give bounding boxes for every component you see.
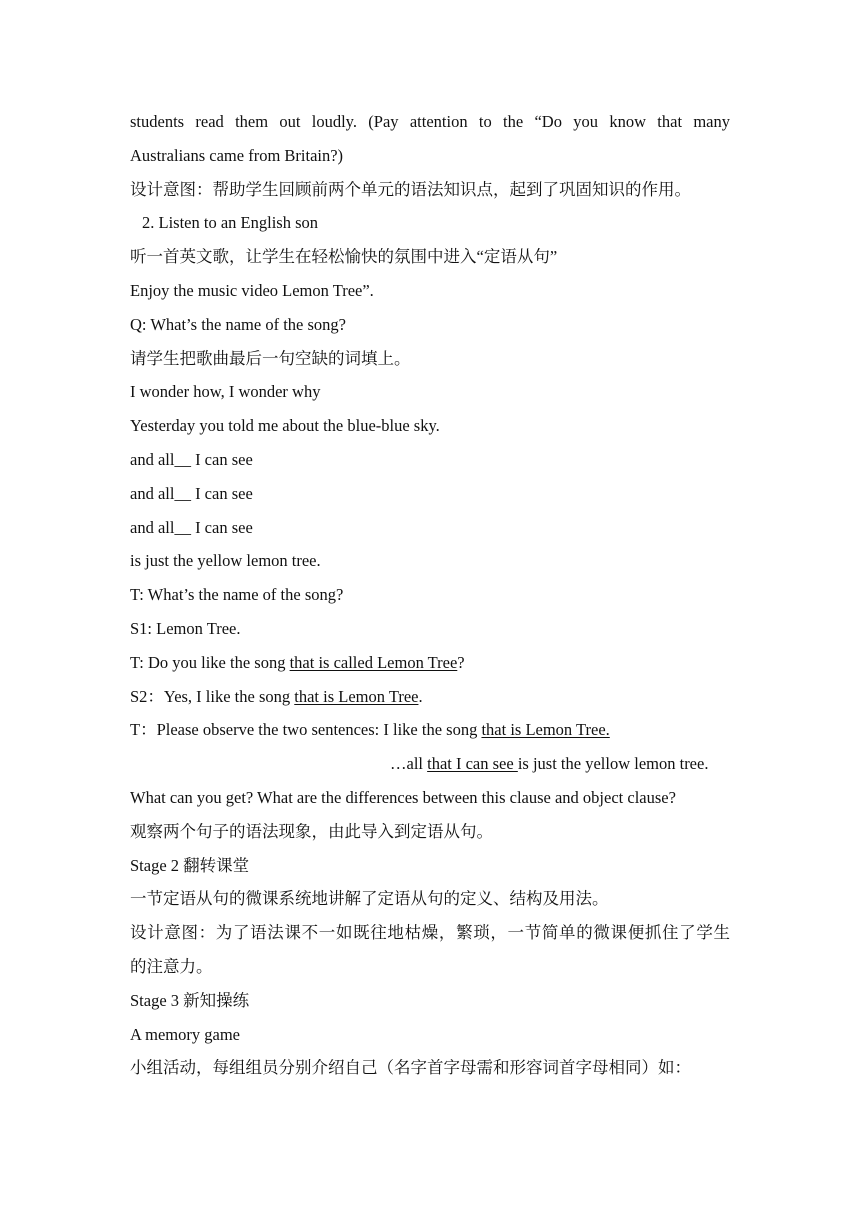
underlined-clause: that is called Lemon Tree [289, 652, 458, 672]
dialogue-text: …all [390, 754, 428, 774]
paragraph-line: Australians came from Britain?) [130, 145, 344, 165]
paragraph-line: 观察两个句子的语法现象，由此导入到定语从句。 [130, 821, 493, 841]
lyric-line: Yesterday you told me about the blue-blue sky. [130, 416, 440, 436]
lyric-blank-line: and all__ I can see [130, 517, 253, 537]
stage-heading: Stage 2 翻转课堂 [130, 855, 250, 875]
paragraph-line: 小组活动，每组组员分别介绍自己（名字首字母需和形容词首字母相同）如： [130, 1058, 691, 1078]
lyric-blank-line: and all__ I can see [130, 449, 253, 469]
lyric-blank-line: and all__ I can see [130, 483, 253, 503]
dialogue-text: T：Please observe the two sentences: I like the song [130, 720, 482, 740]
dialogue-line [130, 713, 730, 747]
paragraph-line: 一节定语从句的微课系统地讲解了定语从句的定义、结构及用法。 [130, 889, 609, 909]
underlined-clause: that I can see [427, 754, 518, 774]
lyric-line: I wonder how, I wonder why [130, 382, 321, 402]
question-line: What can you get? What are the differences between this clause and object clause? [130, 787, 676, 807]
paragraph-line: Enjoy the music video Lemon Tree”. [130, 280, 374, 300]
underlined-clause: that is Lemon Tree. [481, 720, 610, 740]
dialogue-line [130, 747, 730, 781]
dialogue-line [130, 680, 730, 714]
design-intent-line: 设计意图：为了语法课不一如既往地枯燥，繁琐，一节简单的微课便抓住了学生 [130, 923, 730, 943]
question-line: Q: What’s the name of the song? [130, 314, 346, 334]
design-intent-line: 的注意力。 [130, 956, 213, 976]
lyric-line: is just the yellow lemon tree. [130, 551, 321, 571]
underlined-clause: that is Lemon Tree [294, 686, 419, 706]
section-heading: 2. Listen to an English son [142, 213, 318, 233]
dialogue-text: ? [457, 652, 465, 672]
dialogue-text: . [418, 686, 423, 706]
document-body [130, 105, 730, 1085]
paragraph-line: students read them out loudly. (Pay attention to the “Do you know that many [130, 112, 730, 131]
instruction-line: 请学生把歌曲最后一句空缺的词填上。 [130, 348, 411, 368]
dialogue-text: T: Do you like the song [130, 652, 290, 672]
dialogue-line: S1: Lemon Tree. [130, 618, 241, 638]
design-intent-line: 设计意图：帮助学生回顾前两个单元的语法知识点，起到了巩固知识的作用。 [130, 179, 691, 199]
paragraph-line: 听一首英文歌，让学生在轻松愉快的氛围中进入“定语从句” [130, 247, 558, 267]
activity-title: A memory game [130, 1024, 240, 1044]
dialogue-text: is just the yellow lemon tree. [517, 754, 709, 774]
dialogue-line: T: What’s the name of the song? [130, 585, 344, 605]
dialogue-text: S2：Yes, I like the song [130, 686, 295, 706]
stage-heading: Stage 3 新知操练 [130, 990, 250, 1010]
dialogue-line [130, 646, 730, 680]
